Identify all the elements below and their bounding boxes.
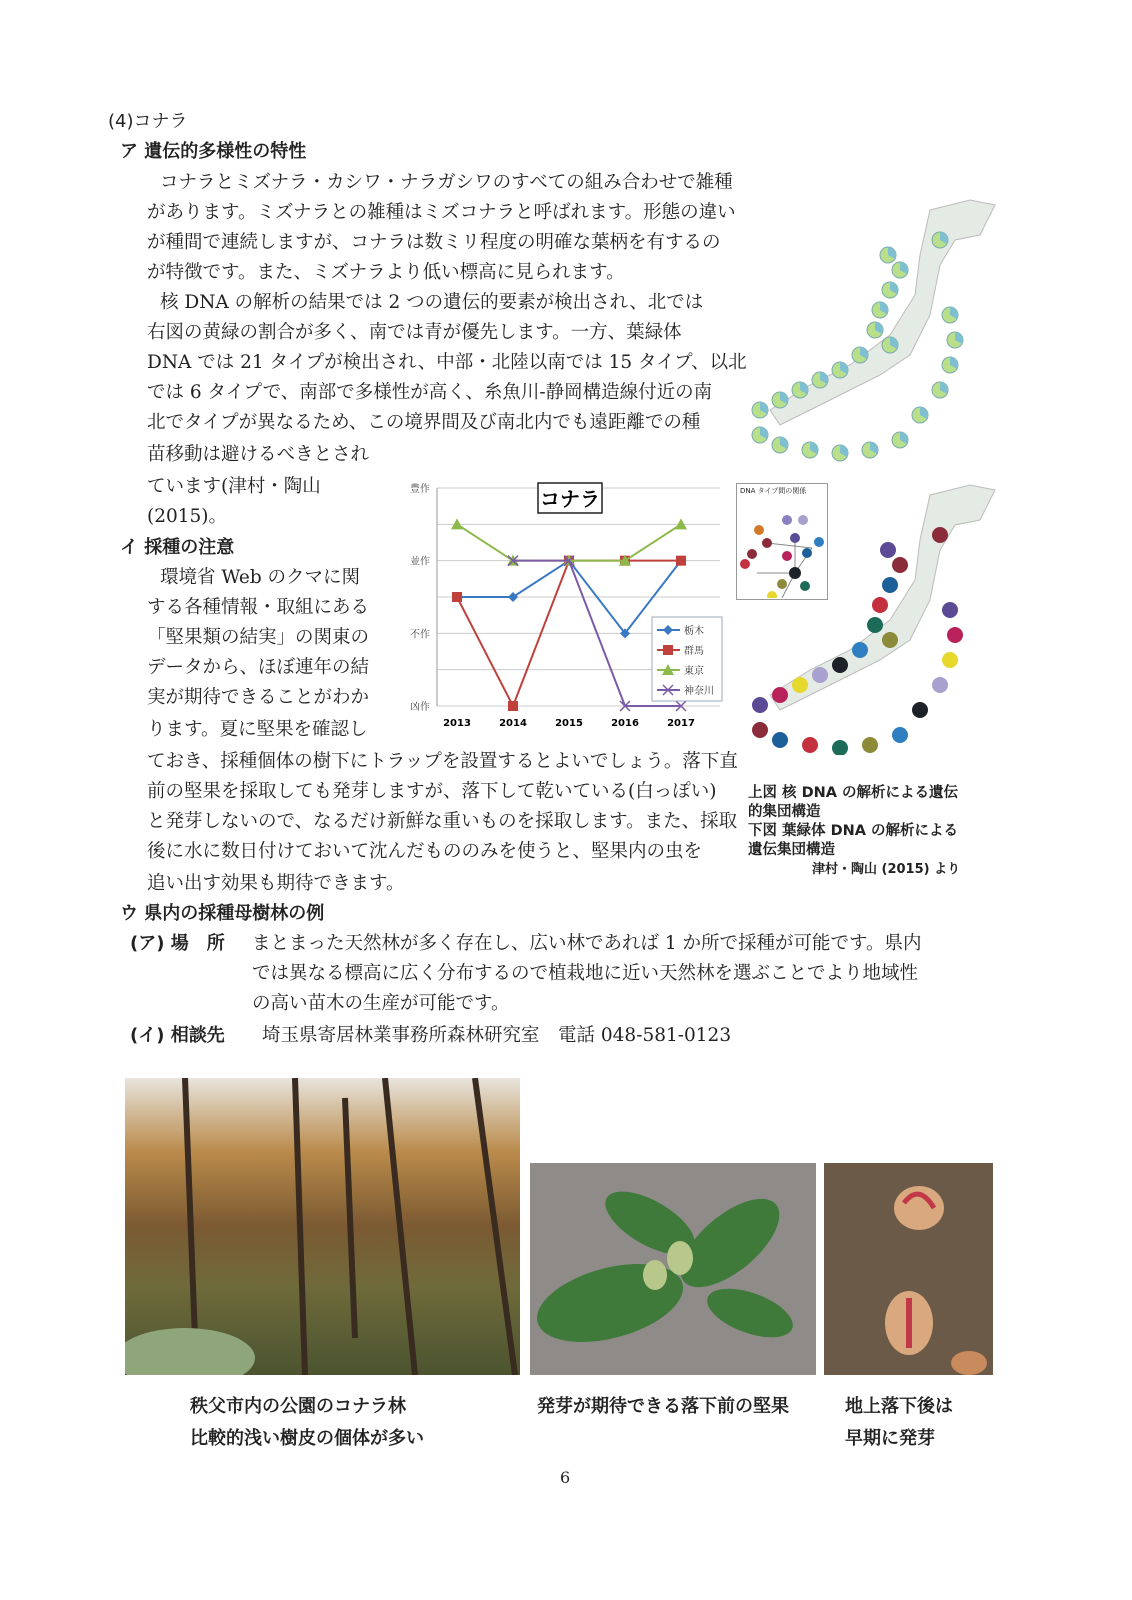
pie-marker	[802, 737, 818, 753]
forest-photo	[125, 1078, 520, 1375]
caption-line: 遺伝集団構造	[748, 842, 835, 858]
heading-seed-collection: イ 採種の注意	[120, 537, 235, 558]
body-line: の高い苗木の生産が可能です。	[252, 993, 510, 1014]
body-line: 追い出す効果も期待できます。	[147, 873, 405, 894]
body-line: 苗移動は避けるべきとされ	[147, 444, 370, 465]
body-line: まとまった天然林が多く存在し、広い林であれば 1 か所で採種が可能です。県内	[252, 933, 922, 954]
body-line: と発芽しないので、なるだけ新鮮な重いものを採取します。また、採取	[147, 811, 738, 832]
data-point-群馬	[452, 592, 462, 602]
pie-marker	[832, 657, 848, 673]
body-line: では 6 タイプで、南部で多様性が高く、糸魚川-静岡構造線付近の南	[147, 382, 713, 403]
x-tick-label: 2014	[499, 718, 527, 729]
body-line: ています(津村・陶山	[147, 476, 321, 497]
body-line: 「堅果類の結実」の関東の	[147, 627, 370, 648]
y-tick-label: 豊作	[410, 484, 430, 495]
pie-marker	[892, 557, 908, 573]
heading-genetic-diversity: ア 遺伝的多様性の特性	[120, 141, 307, 162]
pie-marker	[752, 697, 768, 713]
body-line: ります。夏に堅果を確認し	[147, 719, 368, 740]
pie-marker	[832, 740, 848, 755]
data-point-群馬	[508, 701, 518, 711]
sprout-caption-2: 早期に発芽	[845, 1428, 935, 1449]
body-line: 前の堅果を採取しても発芽しますが、落下して乾いている(白っぽい)	[147, 781, 717, 802]
body-line: が特徴です。また、ミズナラより低い標高に見られます。	[147, 262, 625, 283]
heading-mother-trees: ウ 県内の採種母樹林の例	[120, 903, 325, 924]
pie-marker	[882, 632, 898, 648]
caption-line: 上図 核 DNA の解析による遺伝	[748, 785, 959, 801]
contact-label: (イ) 相談先	[130, 1025, 225, 1046]
body-line: ておき、採種個体の樹下にトラップを設置するとよいでしょう。落下直	[147, 751, 738, 772]
chloroplast-dna-map	[740, 480, 1010, 755]
body-line: 右図の黄緑の割合が多く、南では青が優先します。一方、葉緑体	[147, 322, 682, 343]
pie-marker	[812, 667, 828, 683]
legend-label: 東京	[684, 666, 704, 677]
pie-marker	[942, 652, 958, 668]
pie-marker	[942, 602, 958, 618]
body-line: DNA では 21 タイプが検出され、中部・北陸以南では 15 タイプ、以北	[147, 352, 747, 373]
y-tick-label: 並作	[410, 556, 430, 568]
acorn-caption: 発芽が期待できる落下前の堅果	[537, 1396, 789, 1417]
data-point-栃木	[508, 592, 518, 602]
data-point-東京	[675, 518, 687, 529]
body-line: があります。ミズナラとの雑種はミズコナラと呼ばれます。形態の違い	[147, 202, 736, 223]
pie-marker	[932, 677, 948, 693]
contact-text: 埼玉県寄居林業事務所森林研究室 電話 048-581-0123	[262, 1025, 732, 1046]
y-tick-label: 凶作	[410, 702, 430, 713]
pie-marker	[947, 627, 963, 643]
pie-marker	[772, 687, 788, 703]
pie-marker	[882, 577, 898, 593]
forest-caption-1: 秩父市内の公園のコナラ林	[190, 1396, 406, 1417]
legend-label: 神奈川	[684, 686, 714, 697]
caption-line: 的集団構造	[748, 804, 821, 820]
pie-marker	[912, 702, 928, 718]
pie-marker	[932, 527, 948, 543]
pie-marker	[872, 597, 888, 613]
body-line: 後に水に数日付けておいて沈んだもののみを使うと、堅果内の虫を	[147, 841, 703, 862]
x-tick-label: 2017	[667, 718, 695, 729]
data-point-群馬	[663, 645, 673, 655]
legend-label: 栃木	[684, 626, 704, 637]
body-line: (2015)。	[147, 506, 228, 527]
pie-marker	[880, 542, 896, 558]
x-tick-label: 2016	[611, 718, 639, 729]
inset-title: DNA タイプ間の関係	[740, 487, 807, 495]
body-line: では異なる標高に広く分布するので植栽地に近い天然林を選ぶことでより地域性	[252, 963, 919, 984]
body-line: する各種情報・取組にある	[147, 597, 370, 618]
pie-marker	[852, 642, 868, 658]
body-line: 環境省 Web のクマに関	[160, 567, 361, 588]
pie-marker	[867, 617, 883, 633]
pie-marker	[752, 722, 768, 738]
chart-legend	[652, 617, 722, 701]
acorn-branch-photo	[530, 1163, 816, 1375]
pie-marker	[792, 677, 808, 693]
legend-label: 群馬	[684, 646, 704, 657]
body-line: 北でタイプが異なるため、この境界間及び南北内でも遠距離での種	[147, 412, 701, 433]
chart-title: コナラ	[540, 487, 600, 511]
nuclear-dna-map	[740, 195, 1010, 470]
forest-caption-2: 比較的浅い樹皮の個体が多い	[190, 1428, 424, 1449]
acorn-yield-chart	[380, 475, 725, 735]
germinating-acorn-photo	[824, 1163, 993, 1375]
y-tick-label: 不作	[410, 629, 430, 641]
x-tick-label: 2013	[443, 718, 471, 729]
pie-marker	[772, 732, 788, 748]
body-line: 核 DNA の解析の結果では 2 つの遺伝的要素が検出され、北では	[160, 292, 704, 313]
body-line: データから、ほぼ連年の結	[147, 657, 370, 678]
x-tick-label: 2015	[555, 718, 583, 729]
data-point-東京	[451, 518, 463, 529]
section-title: (4)コナラ	[108, 111, 188, 132]
caption-source: 津村・陶山 (2015) より	[812, 862, 961, 877]
pie-marker	[892, 727, 908, 743]
place-label: (ア) 場 所	[130, 933, 225, 954]
body-line: コナラとミズナラ・カシワ・ナラガシワのすべての組み合わせで雑種	[160, 172, 733, 193]
sprout-caption-1: 地上落下後は	[845, 1396, 953, 1417]
page-number: 6	[560, 1468, 571, 1487]
caption-line: 下図 葉緑体 DNA の解析による	[748, 823, 959, 839]
pie-marker	[862, 737, 878, 753]
data-point-群馬	[676, 556, 686, 566]
body-line: 実が期待できることがわか	[147, 687, 370, 708]
body-line: が種間で連続しますが、コナラは数ミリ程度の明確な葉柄を有するの	[147, 232, 721, 253]
